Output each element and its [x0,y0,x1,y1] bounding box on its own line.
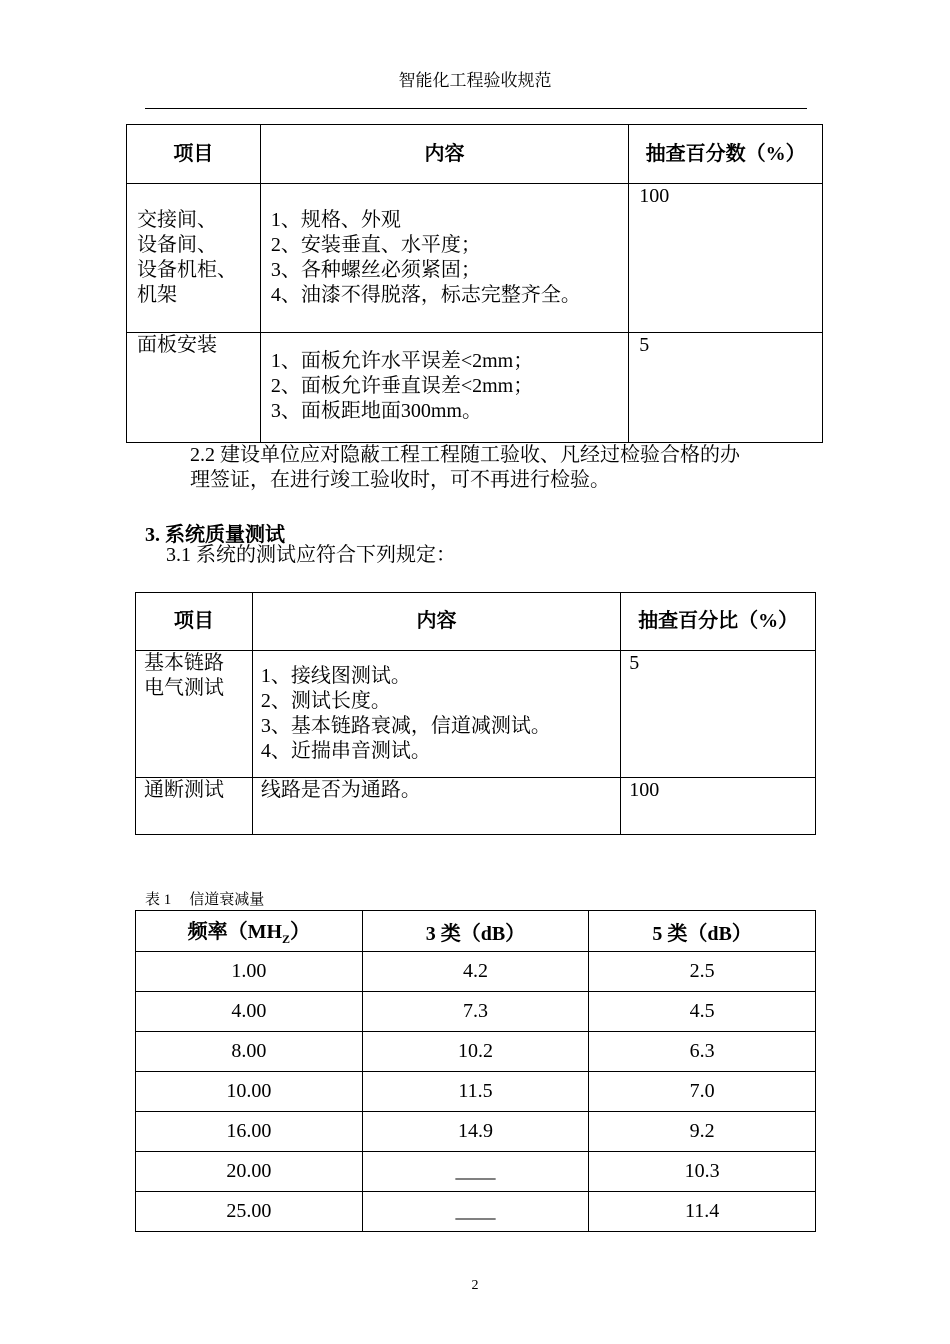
item-text: 设备机柜、 [137,259,237,281]
item-text: 通断测试 [144,779,224,801]
cat3-cell: ____ [362,1192,589,1232]
cat3-cell: 14.9 [362,1112,589,1152]
cat5-cell: 10.3 [589,1152,816,1192]
frequency-cell: 25.00 [136,1192,363,1232]
content-cell [252,651,620,778]
freq-header-main: 频率（MH [187,921,283,943]
table-row [136,1192,816,1232]
content-line: 4、近揣串音测试。 [260,740,431,762]
cat3-cell: 4.2 [362,952,589,992]
cat5-cell: 2.5 [589,952,816,992]
content-line: 2、安装垂直、水平度； [270,234,481,256]
caption-number: 表 1 [145,892,172,908]
frequency-cell: 1.00 [136,952,363,992]
item-text: 面板安装 [137,334,217,356]
content-line: 2、面板允许垂直误差<2mm； [270,375,534,397]
column-header-frequency [136,911,363,952]
percent-cell: 100 [629,184,823,333]
content-cell [260,333,628,443]
content-line: 1、面板允许水平误差<2mm； [270,350,534,372]
item-text: 电气测试 [144,677,224,699]
section-intro: 3.1 系统的测试应符合下列规定： [166,544,456,566]
percent-cell: 100 [621,778,816,835]
percent-cell: 5 [621,651,816,778]
table-row [136,992,816,1032]
content-line: 1、规格、外观 [270,209,401,231]
page-header: 智能化工程验收规范 [398,71,552,90]
attenuation-table-body [136,952,816,1232]
attenuation-table [135,910,816,1232]
table-caption [145,888,264,909]
content-line: 4、油漆不得脱落，标志完整齐全。 [270,284,581,306]
table-row [127,184,823,333]
caption-title: 信道衰减量 [189,892,265,908]
cat5-cell: 6.3 [589,1032,816,1072]
item-text: 基本链路 [144,652,224,674]
cat3-cell: 7.3 [362,992,589,1032]
paragraph-line: 理签证，在进行竣工验收时，可不再进行检验。 [190,469,610,491]
item-text: 交接间、 [137,209,217,231]
content-cell [260,184,628,333]
inspection-table [126,124,823,443]
column-header: 项目 [136,593,253,651]
test-table [135,592,816,835]
content-line: 1、接线图测试。 [260,665,411,687]
content-line: 3、各种螺丝必须紧固； [270,259,481,281]
table-header-row [136,593,816,651]
frequency-cell: 8.00 [136,1032,363,1072]
page-number: 2 [471,1278,479,1293]
column-header: 内容 [260,125,628,184]
cat5-cell: 11.4 [589,1192,816,1232]
content-line: 3、基本链路衰减，信道减测试。 [260,715,551,737]
freq-header-close: ） [290,921,311,943]
table-row [136,952,816,992]
column-header: 内容 [252,593,620,651]
item-text: 机架 [137,284,177,306]
item-cell [127,184,261,333]
header-rule [145,108,807,109]
table-header-row [127,125,823,184]
item-cell [127,333,261,443]
table-row [127,333,823,443]
content-cell [252,778,620,835]
percent-cell: 5 [629,333,823,443]
table-row [136,1072,816,1112]
table-row [136,1152,816,1192]
table-row [136,1112,816,1152]
cat5-cell: 4.5 [589,992,816,1032]
frequency-cell: 20.00 [136,1152,363,1192]
frequency-cell: 10.00 [136,1072,363,1112]
paragraph-line: 2.2 建设单位应对隐蔽工程工程随工验收、凡经过检验合格的办 [190,444,740,466]
table-row [136,651,816,778]
column-header-cat3: 3 类（dB） [362,911,589,952]
cat3-cell: 11.5 [362,1072,589,1112]
section-title: 3. 系统质量测试 [145,524,285,546]
frequency-cell: 4.00 [136,992,363,1032]
content-line: 2、测试长度。 [260,690,391,712]
table-row [136,1032,816,1072]
table-row [136,778,816,835]
paragraph-2-2 [190,443,740,493]
freq-header-sub: Z [282,932,291,946]
cat5-cell: 7.0 [589,1072,816,1112]
table-header-row [136,911,816,952]
column-header-cat5: 5 类（dB） [589,911,816,952]
item-text: 设备间、 [137,234,217,256]
cat3-cell: ____ [362,1152,589,1192]
item-cell [136,778,253,835]
cat5-cell: 9.2 [589,1112,816,1152]
item-cell [136,651,253,778]
column-header: 项目 [127,125,261,184]
column-header: 抽查百分比（%） [621,593,816,651]
content-line: 线路是否为通路。 [260,779,421,801]
content-line: 3、面板距地面300mm。 [270,400,482,422]
cat3-cell: 10.2 [362,1032,589,1072]
frequency-cell: 16.00 [136,1112,363,1152]
column-header: 抽查百分数（%） [629,125,823,184]
